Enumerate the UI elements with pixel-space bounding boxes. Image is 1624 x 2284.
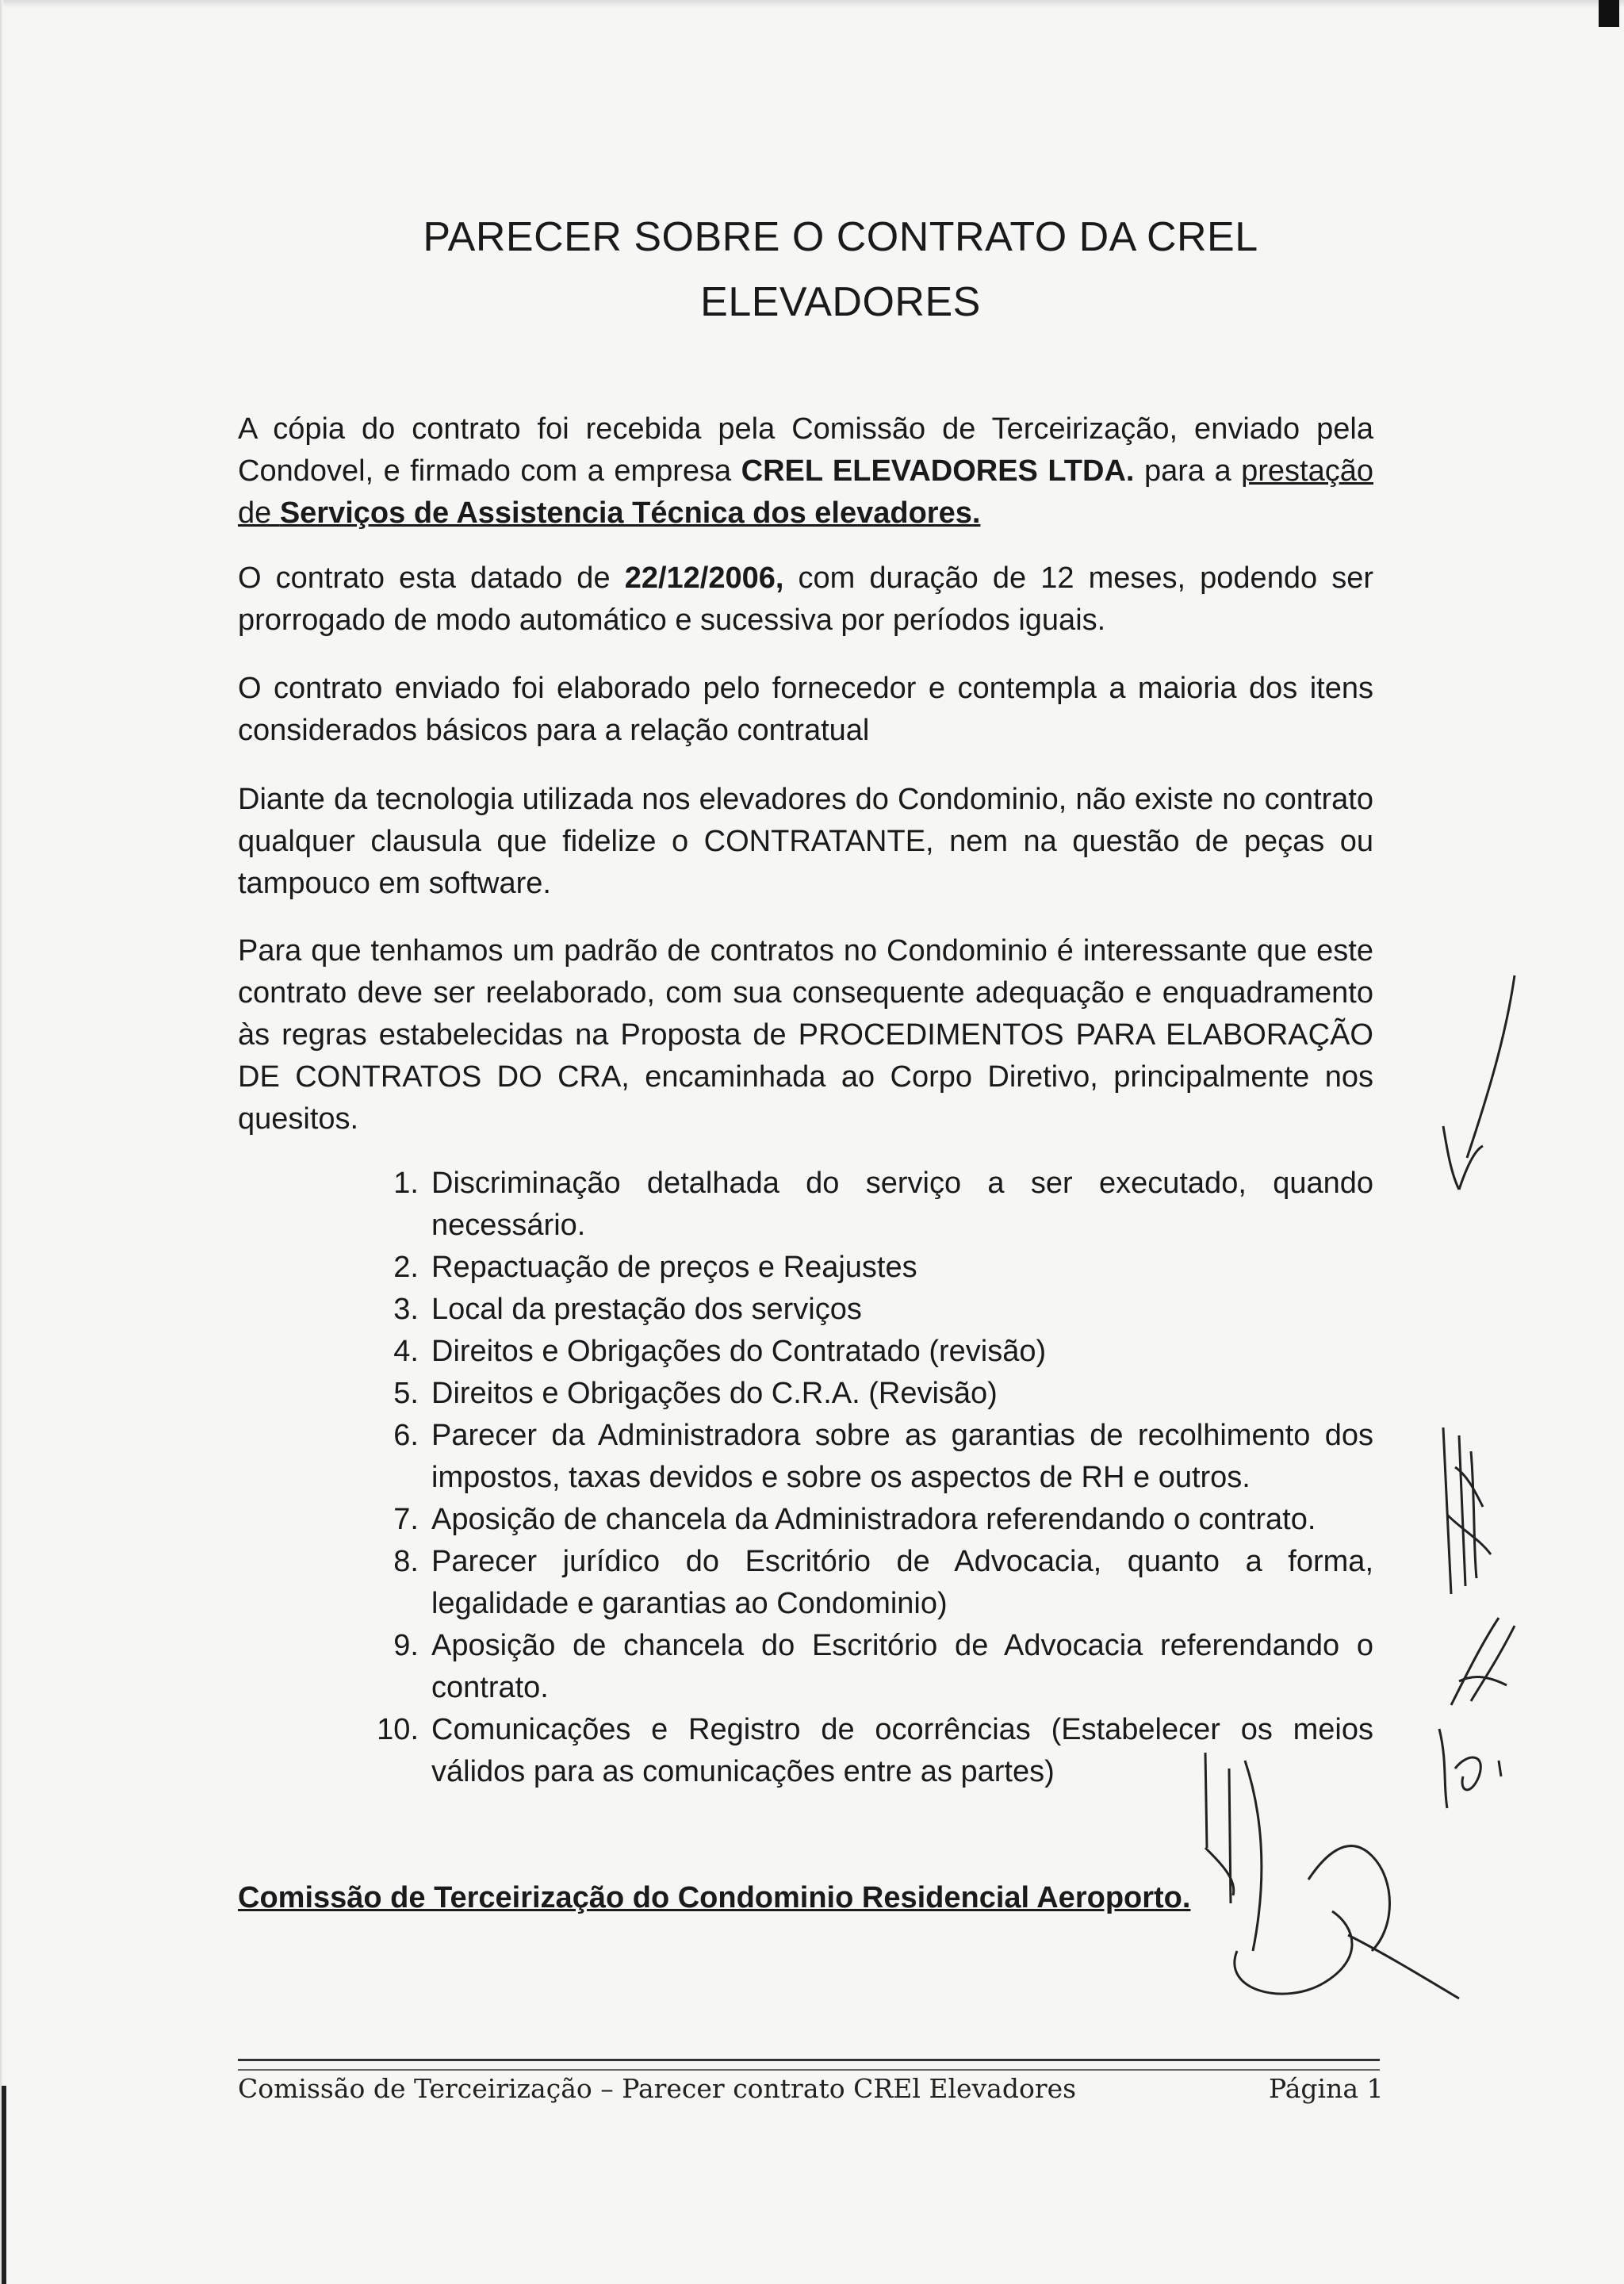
handwritten-initial-1 (1419, 968, 1538, 1205)
list-item-number: 3. (393, 1293, 419, 1326)
list-item-number: 1. (393, 1167, 419, 1200)
list-item-text: Direitos e Obrigações do Contratado (revisão) (431, 1335, 1047, 1368)
list-item-number: 5. (393, 1377, 419, 1410)
company-name: CREL ELEVADORES LTDA. (741, 454, 1135, 488)
list-item-number: 8. (393, 1545, 419, 1578)
paragraph-1 (238, 408, 1373, 535)
list-item (373, 1163, 1373, 1247)
scan-mark-left (2, 2086, 6, 2284)
footer-document-title: Comissão de Terceirização – Parecer contrato CREl Elevadores (238, 2073, 1077, 2104)
list-item-number: 4. (393, 1335, 419, 1368)
list-item-text: Parecer da Administradora sobre as garantias de recolhimento dos impostos, taxas devidos e sobre os aspectos de RH e outros. (431, 1419, 1373, 1494)
list-item-text: Discriminação detalhada do serviço a ser executado, quando necessário. (431, 1167, 1373, 1242)
title-line-1: PARECER SOBRE O CONTRATO DA CREL (423, 214, 1258, 260)
handwritten-signature (1189, 1745, 1522, 2030)
list-item (373, 1625, 1373, 1709)
list-item-text: Parecer jurídico do Escritório de Advocacia, quanto a forma, legalidade e garantias ao Condominio) (431, 1545, 1373, 1620)
list-item-text: Local da prestação dos serviços (431, 1293, 862, 1326)
list-item (373, 1331, 1373, 1373)
paragraph-2-text: O contrato esta datado de (238, 561, 625, 595)
list-item-text: Aposição de chancela da Administradora referendando o contrato. (431, 1503, 1316, 1536)
list-item-number: 10. (377, 1713, 419, 1746)
paragraph-1-text: A cópia do contrato foi recebida pela Comissão de Terceirização, enviado pela Condovel, e firmado com a empresa (238, 412, 1373, 488)
list-item-number: 9. (393, 1629, 419, 1662)
paragraph-2-text-2: com duração de 12 meses, podendo ser prorrogado de modo automático e sucessiva por períodos iguais. (238, 561, 1373, 637)
paragraph-3: O contrato enviado foi elaborado pelo fornecedor e contempla a maioria dos itens considerados básicos para a relação contratual (238, 672, 1373, 747)
list-item-text: Aposição de chancela do Escritório de Advocacia referendando o contrato. (431, 1629, 1373, 1704)
paragraph-2 (238, 558, 1373, 642)
handwritten-initial-3 (1435, 1610, 1530, 1713)
contract-date: 22/12/2006, (624, 561, 784, 595)
scan-edge-left (0, 0, 3, 2284)
paragraph-1-text-2: para a (1134, 454, 1242, 488)
paragraph-4: Diante da tecnologia utilizada nos elevadores do Condominio, não existe no contrato qualquer clausula que fidelize o CONTRATANTE, nem na questão de peças ou tampouco em software. (238, 783, 1373, 900)
list-item-text: Direitos e Obrigações do C.R.A. (Revisão) (431, 1377, 998, 1410)
list-item (373, 1415, 1373, 1499)
list-item (373, 1247, 1373, 1289)
list-item (373, 1499, 1373, 1541)
handwritten-initial-2 (1427, 1420, 1515, 1610)
list-item (373, 1541, 1373, 1625)
service-name: Serviços de Assistencia Técnica dos elevadores. (279, 496, 981, 530)
title-line-2: ELEVADORES (700, 279, 981, 325)
list-item (373, 1373, 1373, 1415)
scan-mark-corner (1599, 0, 1619, 27)
paragraph-5: Para que tenhamos um padrão de contratos no Condominio é interessante que este contrato deve ser reelaborado, com sua consequente adequação e enquadramento às regras estabelecidas na Proposta de PROCEDIMENTOS PARA ELABORAÇÃO DE CONTRATOS DO CRA, encaminhada ao Corpo Diretivo, principalmente nos quesitos. (238, 934, 1373, 1136)
requirements-list (373, 1163, 1373, 1793)
signature-block: Comissão de Terceirização do Condominio Residencial Aeroporto. (238, 1881, 1191, 1914)
list-item (373, 1289, 1373, 1331)
scan-edge-top (0, 0, 1624, 8)
list-item-text: Comunicações e Registro de ocorrências (Estabelecer os meios válidos para as comunicações entre as partes) (431, 1713, 1373, 1788)
page-title (238, 205, 1443, 335)
list-item-text: Repactuação de preços e Reajustes (431, 1251, 917, 1284)
list-item-number: 2. (393, 1251, 419, 1284)
list-item-number: 6. (393, 1419, 419, 1452)
list-item-number: 7. (393, 1503, 419, 1536)
paragraph-1-text-3: prestação de (238, 454, 1373, 530)
footer-divider (238, 2059, 1380, 2071)
footer-page-number: Página 1 (1269, 2073, 1384, 2104)
